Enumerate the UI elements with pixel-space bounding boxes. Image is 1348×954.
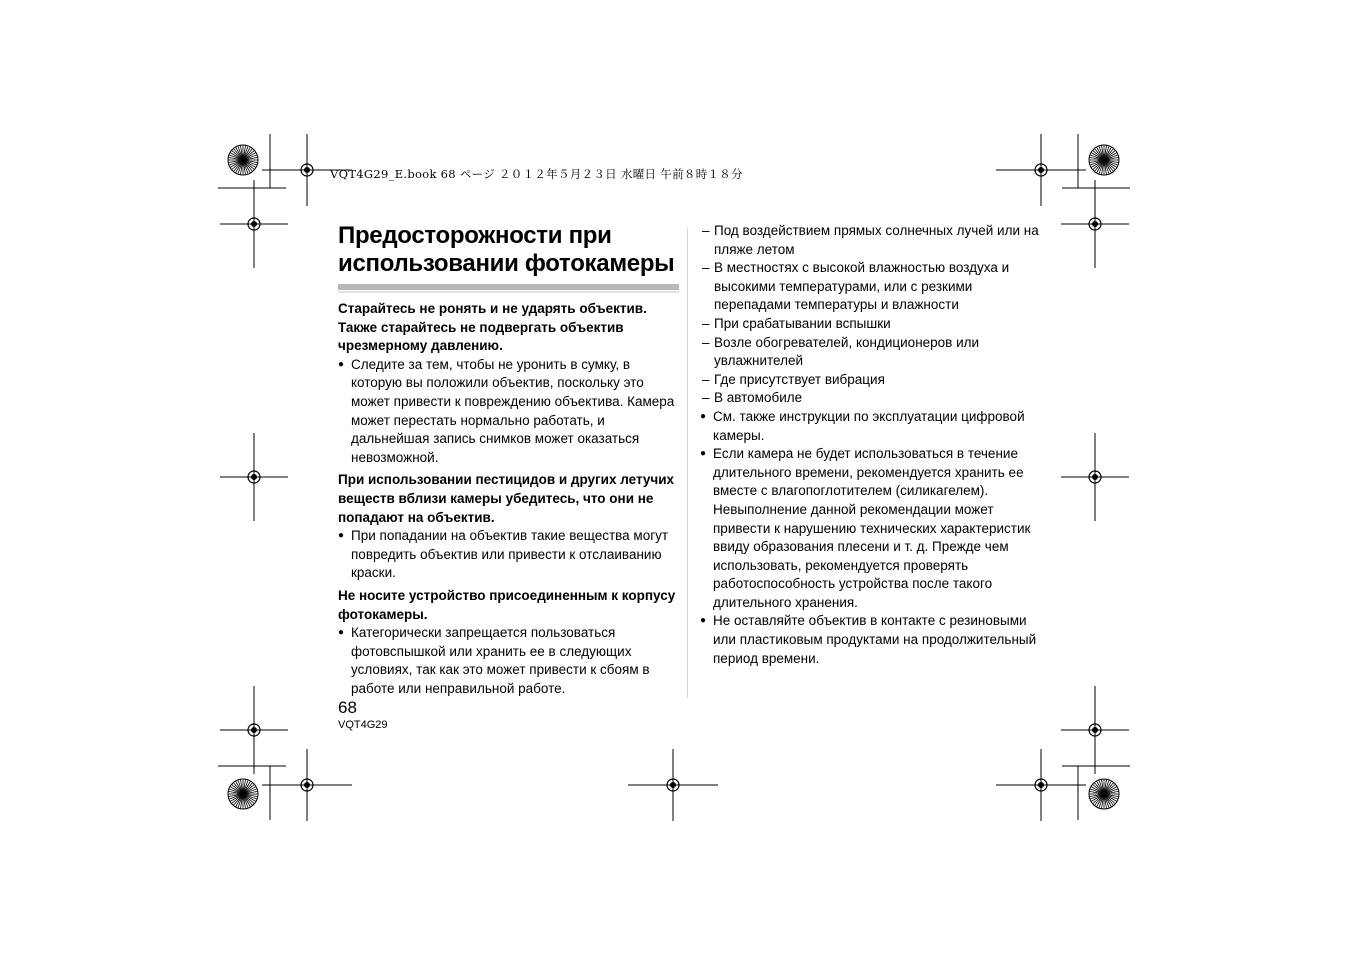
bullet-item: ● Следите за тем, чтобы не уронить в сумку, в которую вы положили объектив, поскольку это может привести к повреждению объектива. Камера может перестать нормально работать, и дальнейшая запись снимков может оказаться невозможной. (338, 356, 681, 468)
bullet-item: ● Если камера не будет использоваться в течение длительного времени, рекомендуется хранить ее вместе с влагопоглотителем (силикагелем). Невыполнение данной рекомендации может привести к нарушению технических характеристик ввиду образования плесени и т. д. Прежде чем использовать, рекомендуется проверять работоспособность устройства после такого длительного хранения. (700, 445, 1045, 612)
title-line-2: использовании фотокамеры (338, 250, 675, 277)
bullet-item: ● Категорически запрещается пользоваться фотовспышкой или хранить ее в следующих условиях, так как это может привести к сбоям в работе или неправильной работе. (338, 624, 681, 698)
dash-item: – Под воздействием прямых солнечных лучей или на пляже летом (700, 222, 1045, 259)
section-heading: Старайтесь не ронять и не ударять объектив. Также старайтесь не подвергать объектив чрезмерному давлению. (338, 301, 647, 354)
column-divider (687, 228, 688, 698)
dash-item: – В автомобиле (700, 389, 1045, 408)
section-heading: При использовании пестицидов и других летучих веществ вблизи камеры убедитесь, что они не попадают на объектив. (338, 472, 675, 525)
left-column (338, 222, 681, 698)
page-title (338, 222, 681, 278)
title-underline-shadow (338, 291, 679, 293)
dash-item: – При срабатывании вспышки (700, 315, 1045, 334)
page-number: 68 (338, 698, 357, 717)
title-line-1: Предосторожности при (338, 222, 612, 249)
bullet-item: ● Не оставляйте объектив в контакте с резиновыми или пластиковым продуктами на продолжительный период времени. (700, 612, 1045, 668)
dash-item: – Где присутствует вибрация (700, 371, 1045, 390)
print-header: VQT4G29_E.book 68 ページ ２０１２年５月２３日 水曜日 午前８時１８分 (330, 167, 743, 181)
document-code: VQT4G29 (338, 719, 388, 731)
dash-item: – В местностях с высокой влажностью воздуха и высокими температурами, или с резкими перепадами температуры и влажности (700, 259, 1045, 315)
bullet-item: ● См. также инструкции по эксплуатации цифровой камеры. (700, 408, 1045, 445)
title-underline (338, 284, 679, 290)
bullet-item: ● При попадании на объектив такие вещества могут повредить объектив или привести к отслаиванию краски. (338, 527, 681, 583)
right-column (700, 222, 1045, 668)
section-heading: Не носите устройство присоединенным к корпусу фотокамеры. (338, 587, 676, 622)
dash-item: – Возле обогревателей, кондиционеров или увлажнителей (700, 334, 1045, 371)
